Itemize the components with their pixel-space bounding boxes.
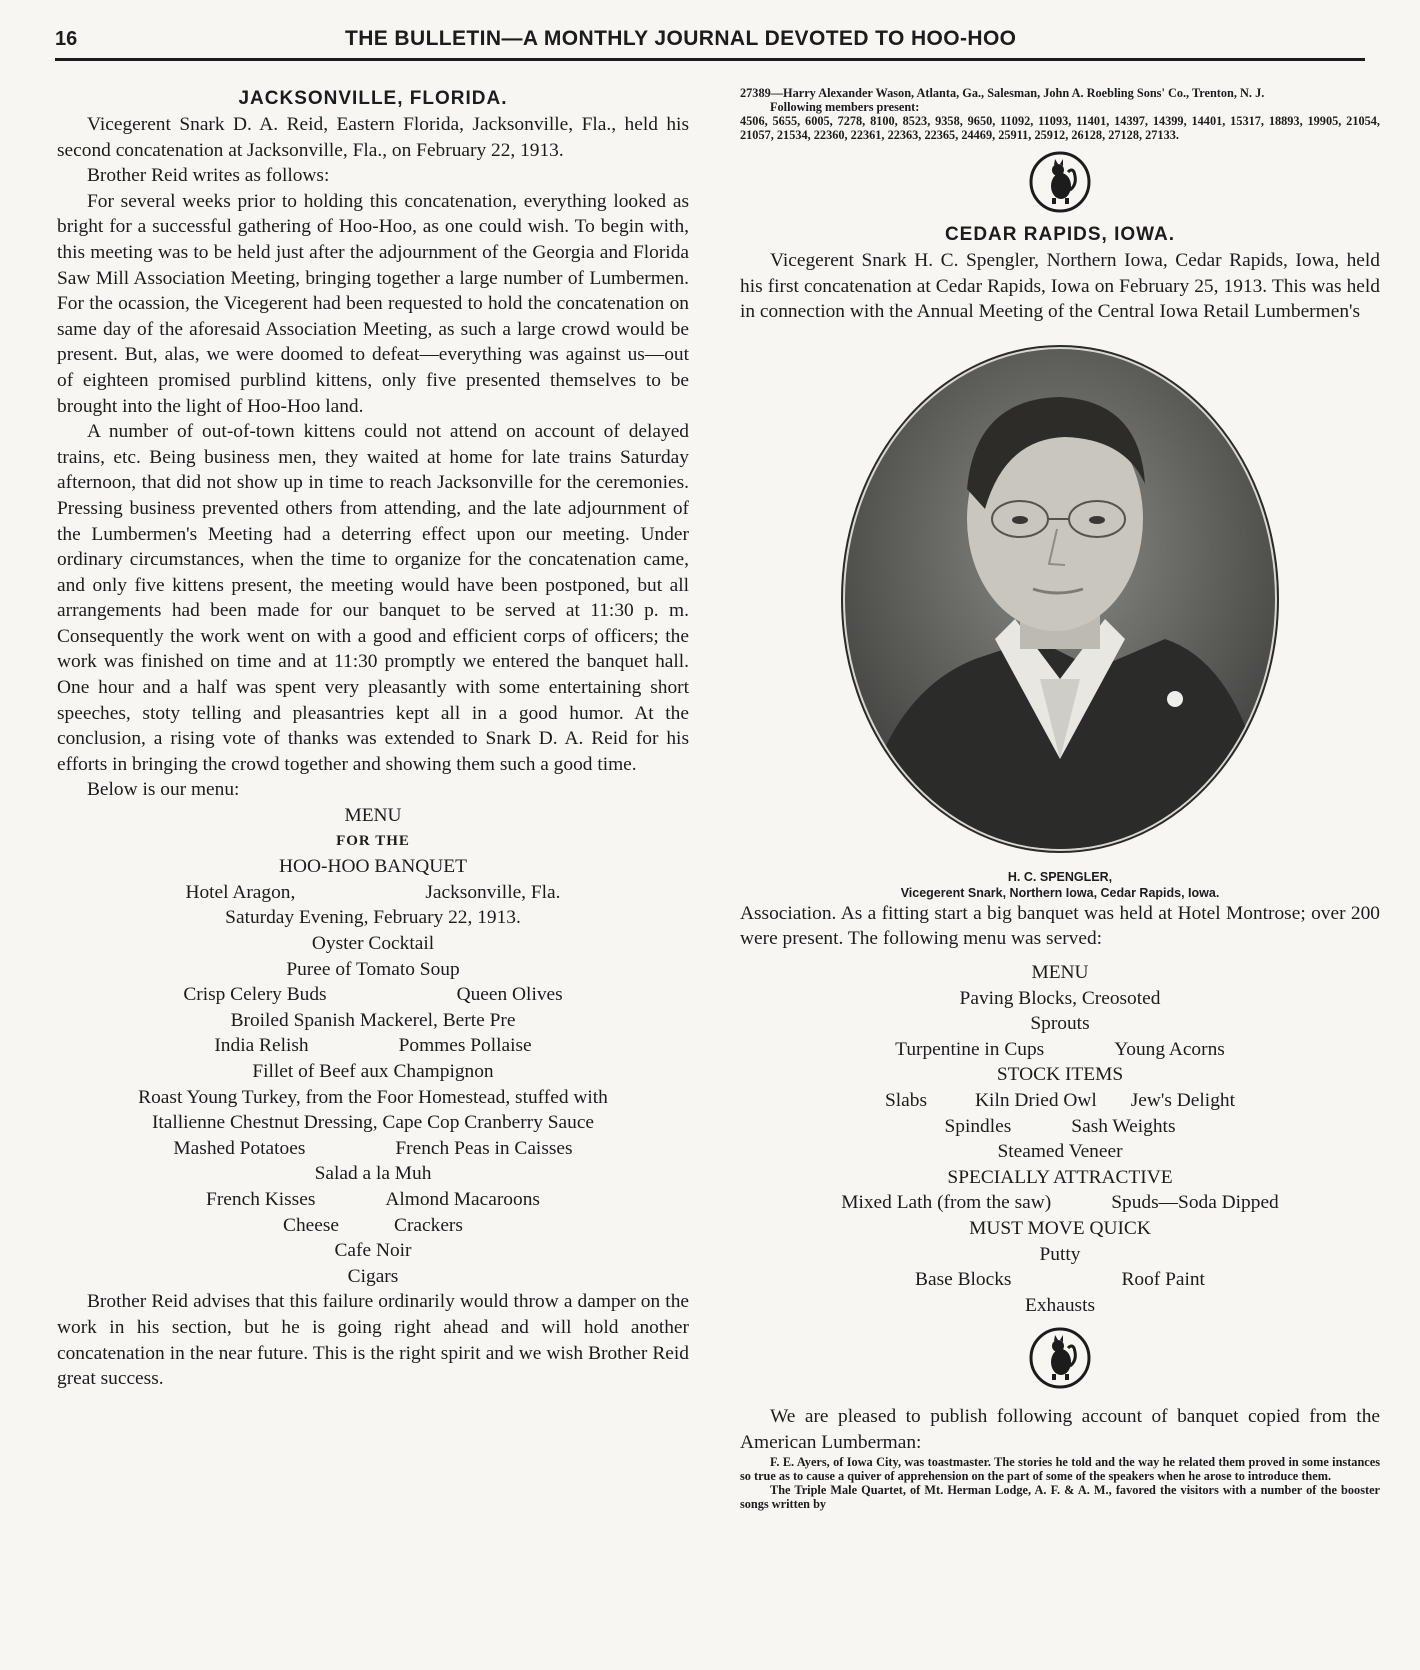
man-portrait-icon: [835, 339, 1285, 859]
menu-item: Paving Blocks, Creosoted: [959, 987, 1161, 1009]
black-cat-emblem-icon: [1028, 150, 1092, 214]
menu-item: Mashed Potatoes: [173, 1137, 306, 1159]
portrait-caption-role: Vicegerent Snark, Northern Iowa, Cedar Rapids, Iowa.: [900, 885, 1220, 900]
menu-item: Sash Weights: [1071, 1115, 1176, 1137]
menu-item: Base Blocks: [915, 1269, 1012, 1291]
menu-item: Jew's Delight: [1130, 1089, 1235, 1111]
cedar-intro: Vicegerent Snark H. C. Spengler, Northern Iowa, Cedar Rapids, Iowa, held his first concatenation at Cedar Rapids, Iowa on February 25, 1913. This was held in connection with the Annual Meeting of the Central Iowa Retail Lumbermen's: [740, 250, 1380, 323]
jacksonville-below-menu: Below is our menu:: [87, 779, 240, 801]
cedar-menu: [740, 960, 1380, 1318]
menu-item: Salad a la Muh: [314, 1163, 432, 1185]
menu-item: Itallienne Chestnut Dressing, Cape Cop Cranberry Sauce: [151, 1112, 595, 1134]
menu-item: Kiln Dried Owl: [975, 1089, 1097, 1111]
menu-item: Mixed Lath (from the saw): [841, 1192, 1052, 1214]
menu-item: French Kisses: [206, 1188, 316, 1210]
cedar-account-p2: The Triple Male Quartet, of Mt. Herman Lodge, A. F. & A. M., favored the visitors with a number of the booster songs written by: [740, 1483, 1380, 1512]
menu-item: Slabs: [885, 1089, 928, 1111]
menu-item: SPECIALLY ATTRACTIVE: [947, 1166, 1173, 1188]
menu-item: Steamed Veneer: [997, 1141, 1123, 1163]
menu-item: Queen Olives: [456, 984, 563, 1006]
jacksonville-para1: For several weeks prior to holding this concatenation, everything looked as bright for a successful gathering of Hoo-Hoo, as one could wish. To begin with, this meeting was to be held just after the adjournment of the Georgia and Florida Saw Mill Association Meeting, bringing together a large number of Lumbermen. For the ocassion, the Vicegerent had been requested to hold the concatenation on same day of the aforesaid Association Meeting, as such a large crowd would be present. But, alas, we were doomed to defeat—everything was against us—out of eighteen promised purblind kittens, only five presented themselves to be brought into the light of Hoo-Hoo land.: [57, 190, 689, 417]
menu-item: Spuds—Soda Dipped: [1111, 1192, 1279, 1214]
menu-item: Crisp Celery Buds: [183, 984, 327, 1006]
menu-item: Spindles: [944, 1115, 1012, 1137]
page-header: [55, 22, 1365, 61]
menu-item-pair: [57, 1136, 689, 1162]
menu-heading: MENU: [1031, 961, 1089, 983]
menu-item-pair: [740, 1267, 1380, 1293]
menu-item: Pommes Pollaise: [398, 1035, 532, 1057]
cedar-title: CEDAR RAPIDS, IOWA.: [944, 224, 1176, 245]
menu-banquet: HOO-HOO BANQUET: [279, 856, 467, 878]
menu-item: Crackers: [394, 1214, 463, 1236]
menu-item: Oyster Cocktail: [311, 933, 435, 954]
cedar-continued: Association. As a fitting start a big banquet was held at Hotel Montrose; over 200 were present. The following menu was served:: [740, 902, 1380, 950]
member-entry: 27389—Harry Alexander Wason, Atlanta, Ga., Salesman, John A. Roebling Sons' Co., Trenton, N. J.: [740, 86, 1265, 100]
menu-hotel: Hotel Aragon,: [185, 881, 296, 903]
menu-item: Cafe Noir: [334, 1240, 412, 1262]
menu-item: Fillet of Beef aux Champignon: [252, 1060, 494, 1082]
cedar-account-p1: F. E. Ayers, of Iowa City, was toastmaster. The stories he told and the way he related them proved in some instances so true as to cause a quiver of apprehension on the part of some of the speakers when he arose to introduce them.: [740, 1455, 1380, 1484]
jacksonville-intro: Vicegerent Snark D. A. Reid, Eastern Florida, Jacksonville, Fla., held his second concatenation at Jacksonville, Fla., on February 22, 1913.: [57, 114, 689, 161]
menu-hotel-line: [57, 880, 689, 906]
left-column: [57, 86, 689, 1392]
menu-item: India Relish: [214, 1035, 309, 1057]
jacksonville-closing: Brother Reid advises that this failure ordinarily would throw a damper on the work in his section, but he is going right ahead and will hold another concatenation in the near future. This is the right spirit and we wish Brother Reid great success.: [57, 1291, 689, 1390]
menu-item: Turpentine in Cups: [895, 1038, 1045, 1060]
menu-item: Young Acorns: [1114, 1038, 1225, 1060]
menu-item: Broiled Spanish Mackerel, Berte Pre: [230, 1009, 516, 1031]
jacksonville-para2: A number of out-of-town kittens could not attend on account of delayed trains, etc. Being business men, they waited at home for late trains Saturday afternoon, that did not show up in time to reach Jacksonville for the ceremonies. Pressing business prevented others from attending, and the late adjournment of the Lumbermen's Meeting had a deterring effect upon our meeting. Under ordinary circumstances, when the time to organize for the concatenation came, and only five kittens present, the meeting would have been postponed, but all arrangements had been made for our banquet to be served at 11:30 p. m. Consequently the work went on with a good and efficient corps of officers; the work was finished on time and at 11:30 promptly we entered the banquet hall. One hour and a half was spent very pleasantly with some entertaining short speeches, stoty telling and pleasantries kept all in a good humor. At the conclusion, a rising vote of thanks was extended to Snark D. A. Reid for his efforts in bringing the crowd together and showing them such a good time.: [57, 421, 689, 775]
menu-item: French Peas in Caisses: [395, 1137, 573, 1159]
right-column: [740, 86, 1380, 1511]
running-head: THE BULLETIN—A MONTHLY JOURNAL DEVOTED TO HOO-HOO: [345, 27, 1017, 50]
menu-heading: MENU: [344, 805, 402, 827]
menu-item-pair: [740, 1037, 1380, 1063]
menu-item: Putty: [1039, 1243, 1081, 1265]
cedar-account-intro: We are pleased to publish following account of banquet copied from the American Lumberman:: [740, 1406, 1380, 1453]
menu-item-pair: [740, 1114, 1380, 1140]
jacksonville-menu: [57, 803, 689, 1289]
black-cat-emblem-icon: [1028, 1326, 1092, 1390]
menu-item: Roast Young Turkey, from the Foor Homestead, stuffed with: [138, 1086, 608, 1108]
menu-item: Puree of Tomato Soup: [286, 958, 460, 980]
menu-item-triple: [740, 1088, 1380, 1114]
menu-item: Almond Macaroons: [385, 1188, 540, 1210]
jacksonville-title: JACKSONVILLE, FLORIDA.: [238, 88, 508, 109]
menu-item: Cheese: [283, 1214, 340, 1236]
menu-item: MUST MOVE QUICK: [969, 1217, 1151, 1239]
menu-item-pair: [57, 1213, 689, 1239]
menu-item-pair: [57, 1033, 689, 1059]
menu-for-the: FOR THE: [336, 832, 410, 849]
menu-item-pair: [740, 1190, 1380, 1216]
menu-item-pair: [57, 1187, 689, 1213]
menu-item: Roof Paint: [1121, 1269, 1205, 1291]
menu-item: Cigars: [347, 1265, 399, 1287]
portrait-photo: [835, 339, 1285, 859]
menu-city: Jacksonville, Fla.: [425, 881, 561, 903]
portrait-caption-name: H. C. SPENGLER,: [1007, 869, 1113, 884]
menu-item-pair: [57, 982, 689, 1008]
menu-date: Saturday Evening, February 22, 1913.: [225, 907, 521, 929]
jacksonville-writes: Brother Reid writes as follows:: [87, 165, 330, 187]
menu-item: STOCK ITEMS: [996, 1064, 1124, 1086]
page-number: 16: [55, 28, 78, 50]
menu-item: Exhausts: [1024, 1294, 1096, 1316]
menu-item: Sprouts: [1030, 1013, 1090, 1035]
member-numbers: 4506, 5655, 6005, 7278, 8100, 8523, 9358, 9650, 11092, 11093, 11401, 14397, 14399, 14401, 15317, 18893, 19905, 21054, 21057, 21534, 22360, 22361, 22363, 22365, 24469, 25911, 25912, 26128, 27128, 27133.: [740, 114, 1380, 142]
members-following: Following members present:: [770, 100, 920, 114]
